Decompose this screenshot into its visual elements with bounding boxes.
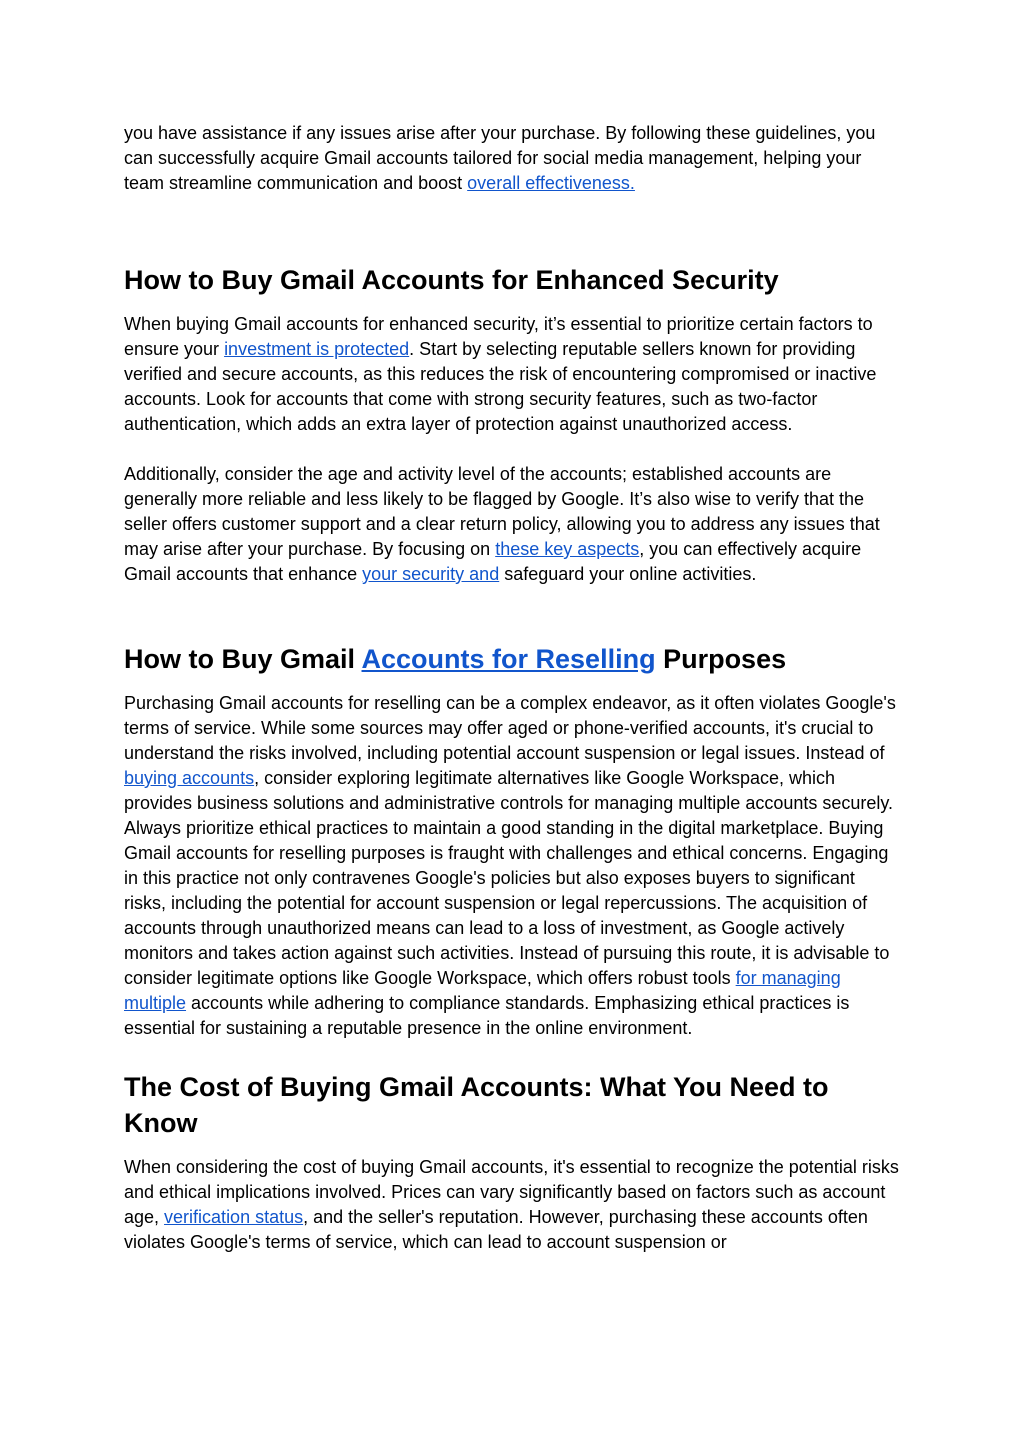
security-p2-text-1: Additionally, consider the age and activity level of the accounts; established accounts are generally more reliable and less likely to be flagged by Google. It’s also wise to verify that the seller offers customer support and a clear return policy, allowing you to address any issues that may arise after your purchase. By focusing on — [124, 464, 880, 559]
security-p1-text-before: When buying Gmail accounts for enhanced security, it’s essential to prioritize certain factors to ensure your — [124, 314, 873, 359]
reselling-heading — [124, 641, 900, 677]
intro-text: you have assistance if any issues arise after your purchase. By following these guidelines, you can successfully acquire Gmail accounts tailored for social media management, helping your team streamline communication and boost — [124, 123, 876, 193]
your-security-link[interactable]: your security and — [362, 564, 500, 584]
overall-effectiveness-link[interactable]: overall effectiveness. — [467, 173, 635, 193]
security-heading: How to Buy Gmail Accounts for Enhanced Security — [124, 265, 779, 295]
reselling-heading-before: How to Buy Gmail — [124, 644, 362, 674]
document-page — [124, 121, 900, 1255]
security-paragraph-1 — [124, 312, 900, 437]
intro-paragraph — [124, 121, 900, 196]
investment-protected-link[interactable]: investment is protected — [224, 339, 410, 359]
security-p2-text-2: , you can effectively acquire Gmail accounts that enhance — [124, 539, 862, 584]
reselling-paragraph — [124, 691, 900, 1041]
security-paragraph-2 — [124, 462, 900, 587]
buying-accounts-link[interactable]: buying accounts — [124, 768, 255, 788]
verification-status-link[interactable]: verification status — [164, 1207, 304, 1227]
cost-text-2: , and the seller's reputation. However, purchasing these accounts often violates Google's terms of service, which can lead to account suspension or — [124, 1207, 868, 1252]
security-p2-text-3: safeguard your online activities. — [499, 564, 757, 584]
key-aspects-link[interactable]: these key aspects — [495, 539, 640, 559]
reselling-text-1: Purchasing Gmail accounts for reselling can be a complex endeavor, as it often violates Google's terms of service. While some sources may offer aged or phone-verified accounts, it's crucial to understand the risks involved, including potential account suspension or legal issues. Instead of — [124, 693, 896, 763]
cost-text-1: When considering the cost of buying Gmail accounts, it's essential to recognize the potential risks and ethical implications involved. Prices can vary significantly based on factors such as account age, — [124, 1157, 899, 1227]
security-p1-text-after: . Start by selecting reputable sellers known for providing verified and secure accounts, as this reduces the risk of encountering compromised or inactive accounts. Look for accounts that come with strong security features, such as two-factor authentication, which adds an extra layer of protection against unauthorized access. — [124, 339, 877, 434]
reselling-text-2: , consider exploring legitimate alternatives like Google Workspace, which provides business solutions and administrative controls for managing multiple accounts securely. Always prioritize ethical practices to maintain a good standing in the digital marketplace. Buying Gmail accounts for reselling purposes is fraught with challenges and ethical concerns. Engaging in this practice not only contravenes Google's policies but also exposes buyers to significant risks, including the potential for account suspension or legal repercussions. The acquisition of accounts through unauthorized means can lead to a loss of investment, as Google actively monitors and takes action against such activities. Instead of pursuing this route, it is advisable to consider legitimate options like Google Workspace, which offers robust tools — [124, 768, 894, 988]
cost-heading: The Cost of Buying Gmail Accounts: What You Need to Know — [124, 1072, 829, 1138]
accounts-for-reselling-link[interactable]: Accounts for Reselling — [361, 644, 656, 674]
reselling-heading-after: Purposes — [655, 644, 787, 674]
reselling-text-3: accounts while adhering to compliance standards. Emphasizing ethical practices is essential for sustaining a reputable presence in the online environment. — [124, 993, 850, 1038]
cost-paragraph — [124, 1155, 900, 1255]
managing-multiple-link[interactable]: for managing multiple — [124, 968, 841, 1013]
